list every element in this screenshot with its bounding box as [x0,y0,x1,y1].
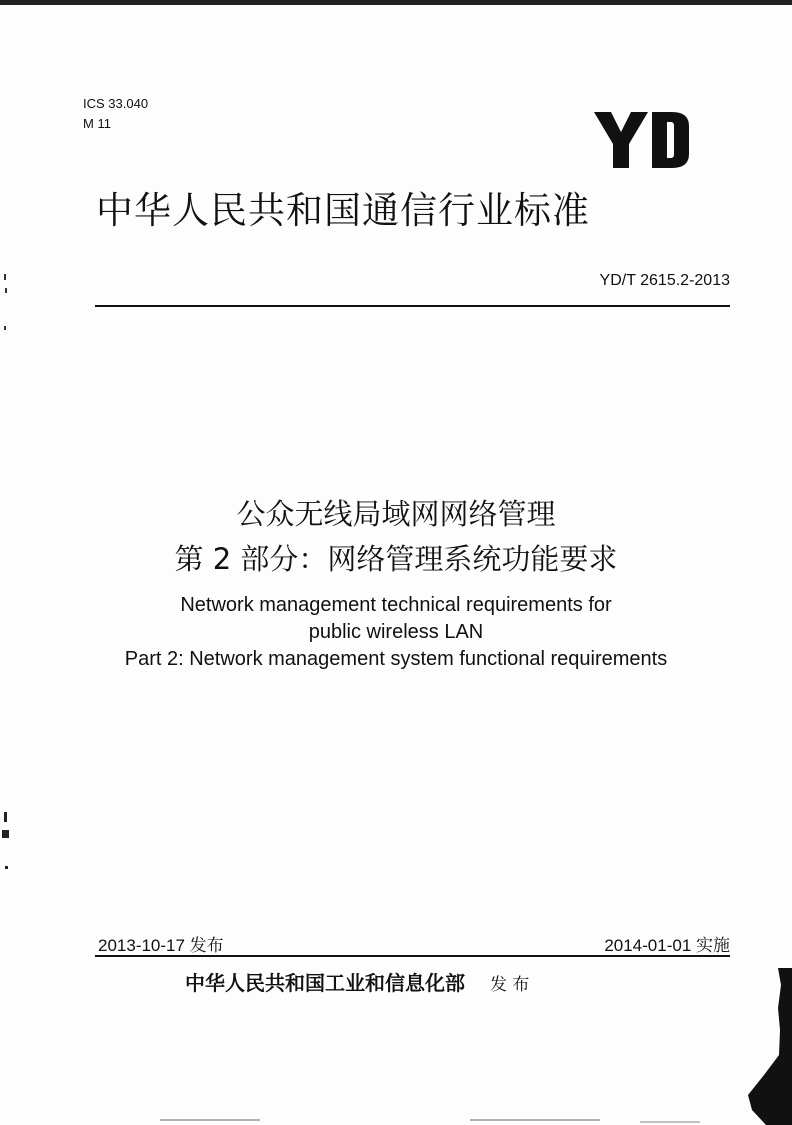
publisher-action: 发 布 [489,975,530,995]
title-en-line-1: Network management technical requirements for [180,594,612,616]
title-chinese [0,492,792,582]
title-en-line-3: Part 2: Network management system functional requirements [124,648,668,670]
ics-code: ICS 33.040 [83,96,149,111]
yd-logo [594,112,689,168]
title-english [0,592,792,673]
publisher-name: 中华人民共和国工业和信息化部 [185,971,465,995]
title-zh-line-2: 第 2 部分：网络管理系统功能要求 [174,542,618,576]
class-code: M 11 [83,116,111,131]
header-divider [95,305,730,307]
scan-top-edge [0,0,792,5]
footer-divider [95,955,730,957]
title-en-line-2: public wireless LAN [308,621,484,643]
issuing-body-title: 中华人民共和国通信行业标准 [96,189,590,232]
standard-number: YD/T 2615.2-2013 [599,272,730,289]
publisher-line [185,968,665,1000]
implementation-date: 2014-01-01 实施 [604,936,730,955]
dates-row [98,931,730,955]
issue-date: 2013-10-17 发布 [98,936,224,955]
classification-block [83,94,148,134]
title-zh-line-1: 公众无线局域网网络管理 [236,497,556,531]
